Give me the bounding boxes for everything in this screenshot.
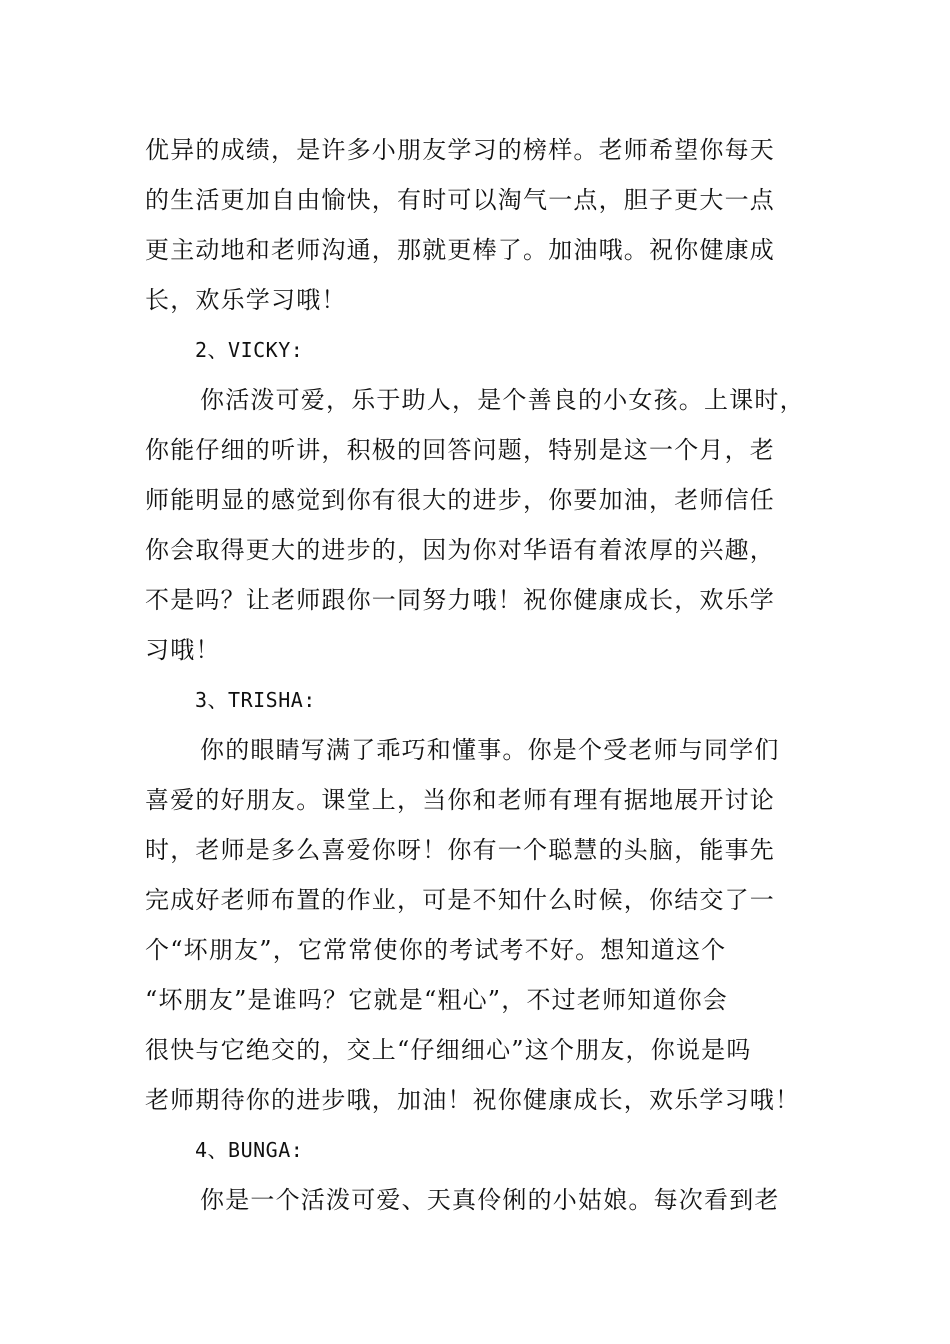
section-heading: 2、VICKY:	[195, 338, 304, 362]
text-line: 你会取得更大的进步的，因为你对华语有着浓厚的兴趣，	[145, 536, 775, 564]
text-line: “坏朋友”是谁吗？它就是“粗心”，不过老师知道你会	[145, 986, 729, 1014]
text-line: 喜爱的好朋友。课堂上，当你和老师有理有据地展开讨论	[145, 786, 775, 814]
text-line: 习哦！	[145, 636, 221, 664]
text-line: 你能仔细的听讲，积极的回答问题，特别是这一个月，老	[145, 436, 775, 464]
text-line: 更主动地和老师沟通，那就更棒了。加油哦。祝你健康成	[145, 236, 775, 264]
text-line: 不是吗？让老师跟你一同努力哦！祝你健康成长，欢乐学	[145, 586, 775, 614]
text-line: 很快与它绝交的，交上“仔细细心”这个朋友，你说是吗	[145, 1036, 752, 1064]
text-line: 个“坏朋友”，它常常使你的考试考不好。想知道这个	[145, 936, 727, 964]
text-line: 的生活更加自由愉快，有时可以淘气一点，胆子更大一点	[145, 186, 775, 214]
text-line: 老师期待你的进步哦，加油！祝你健康成长，欢乐学习哦！	[145, 1086, 801, 1114]
text-line: 优异的成绩，是许多小朋友学习的榜样。老师希望你每天	[145, 136, 775, 164]
text-line: 长，欢乐学习哦！	[145, 286, 347, 314]
paragraph-first-line: 你的眼睛写满了乖巧和懂事。你是个受老师与同学们	[200, 736, 780, 764]
text-line: 师能明显的感觉到你有很大的进步，你要加油，老师信任	[145, 486, 775, 514]
text-line: 时，老师是多么喜爱你呀！你有一个聪慧的头脑，能事先	[145, 836, 775, 864]
text-line: 完成好老师布置的作业，可是不知什么时候，你结交了一	[145, 886, 775, 914]
section-heading: 4、BUNGA:	[195, 1138, 304, 1162]
paragraph-first-line: 你活泼可爱，乐于助人，是个善良的小女孩。上课时，	[200, 386, 805, 414]
section-heading: 3、TRISHA:	[195, 688, 316, 712]
paragraph-first-line: 你是一个活泼可爱、天真伶俐的小姑娘。每次看到老	[200, 1186, 780, 1214]
